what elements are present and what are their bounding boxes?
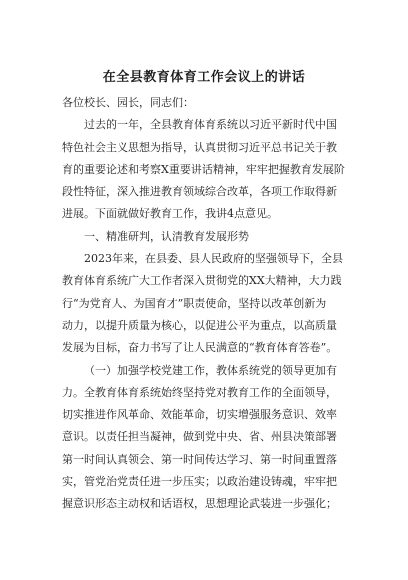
text-line: 段性特征，深入推进教育领域综合改革，各项工作取得新 bbox=[62, 185, 337, 199]
text-line: 各位校长、园长，同志们： bbox=[62, 96, 194, 109]
text-line: 育的重要论述和考察X重要讲话精神，牢牢把握教育发展阶 bbox=[62, 162, 345, 176]
text-line: 过去的一年，全县教育体育系统以习近平新时代中国 bbox=[84, 118, 337, 132]
text-line: 握意识形态主动权和话语权，思想理论武装进一步强化； bbox=[62, 497, 337, 511]
text-line: 实，管党治党责任进一步压实；以政治建设铸魂，牢牢把 bbox=[62, 475, 337, 489]
text-line: （一）加强学校党建工作，教体系统党的领导更加有 bbox=[84, 363, 337, 377]
text-line: 意识。以责任担当凝神，做到党中央、省、州县决策部署 bbox=[62, 430, 337, 444]
text-line: 切实推进作风革命、效能革命，切实增强服务意识、效率 bbox=[62, 408, 337, 422]
text-line: 进展。下面就做好教育工作，我讲4点意见。 bbox=[62, 207, 278, 221]
text-line: 一、精准研判，认清教育发展形势 bbox=[84, 229, 249, 243]
text-line: 力。全教育体育系统始终坚持党对教育工作的全面领导， bbox=[62, 385, 337, 399]
text-line: 2023年来，在县委、县人民政府的坚强领导下，全县 bbox=[84, 252, 343, 266]
text-line: 动力，以提升质量为核心，以促进公平为重点，以高质量 bbox=[62, 318, 337, 332]
text-line: 发展为目标，奋力书写了让人民满意的“教育体育答卷”。 bbox=[62, 341, 338, 355]
text-line: 第一时间认真领会、第一时间传达学习、第一时间重置落 bbox=[62, 452, 337, 466]
text-line: 特色社会主义思想为指导，认真贯彻习近平总书记关于教 bbox=[62, 140, 337, 154]
text-line: 行“为党育人、为国育才”职责使命，坚持以改革创新为 bbox=[62, 296, 327, 310]
document-title: 在全县教育体育工作会议上的讲话 bbox=[102, 70, 306, 85]
text-line: 教育体育系统广大工作者深入贯彻党的XX大精神，大力践 bbox=[62, 274, 342, 288]
document-body bbox=[62, 92, 348, 516]
